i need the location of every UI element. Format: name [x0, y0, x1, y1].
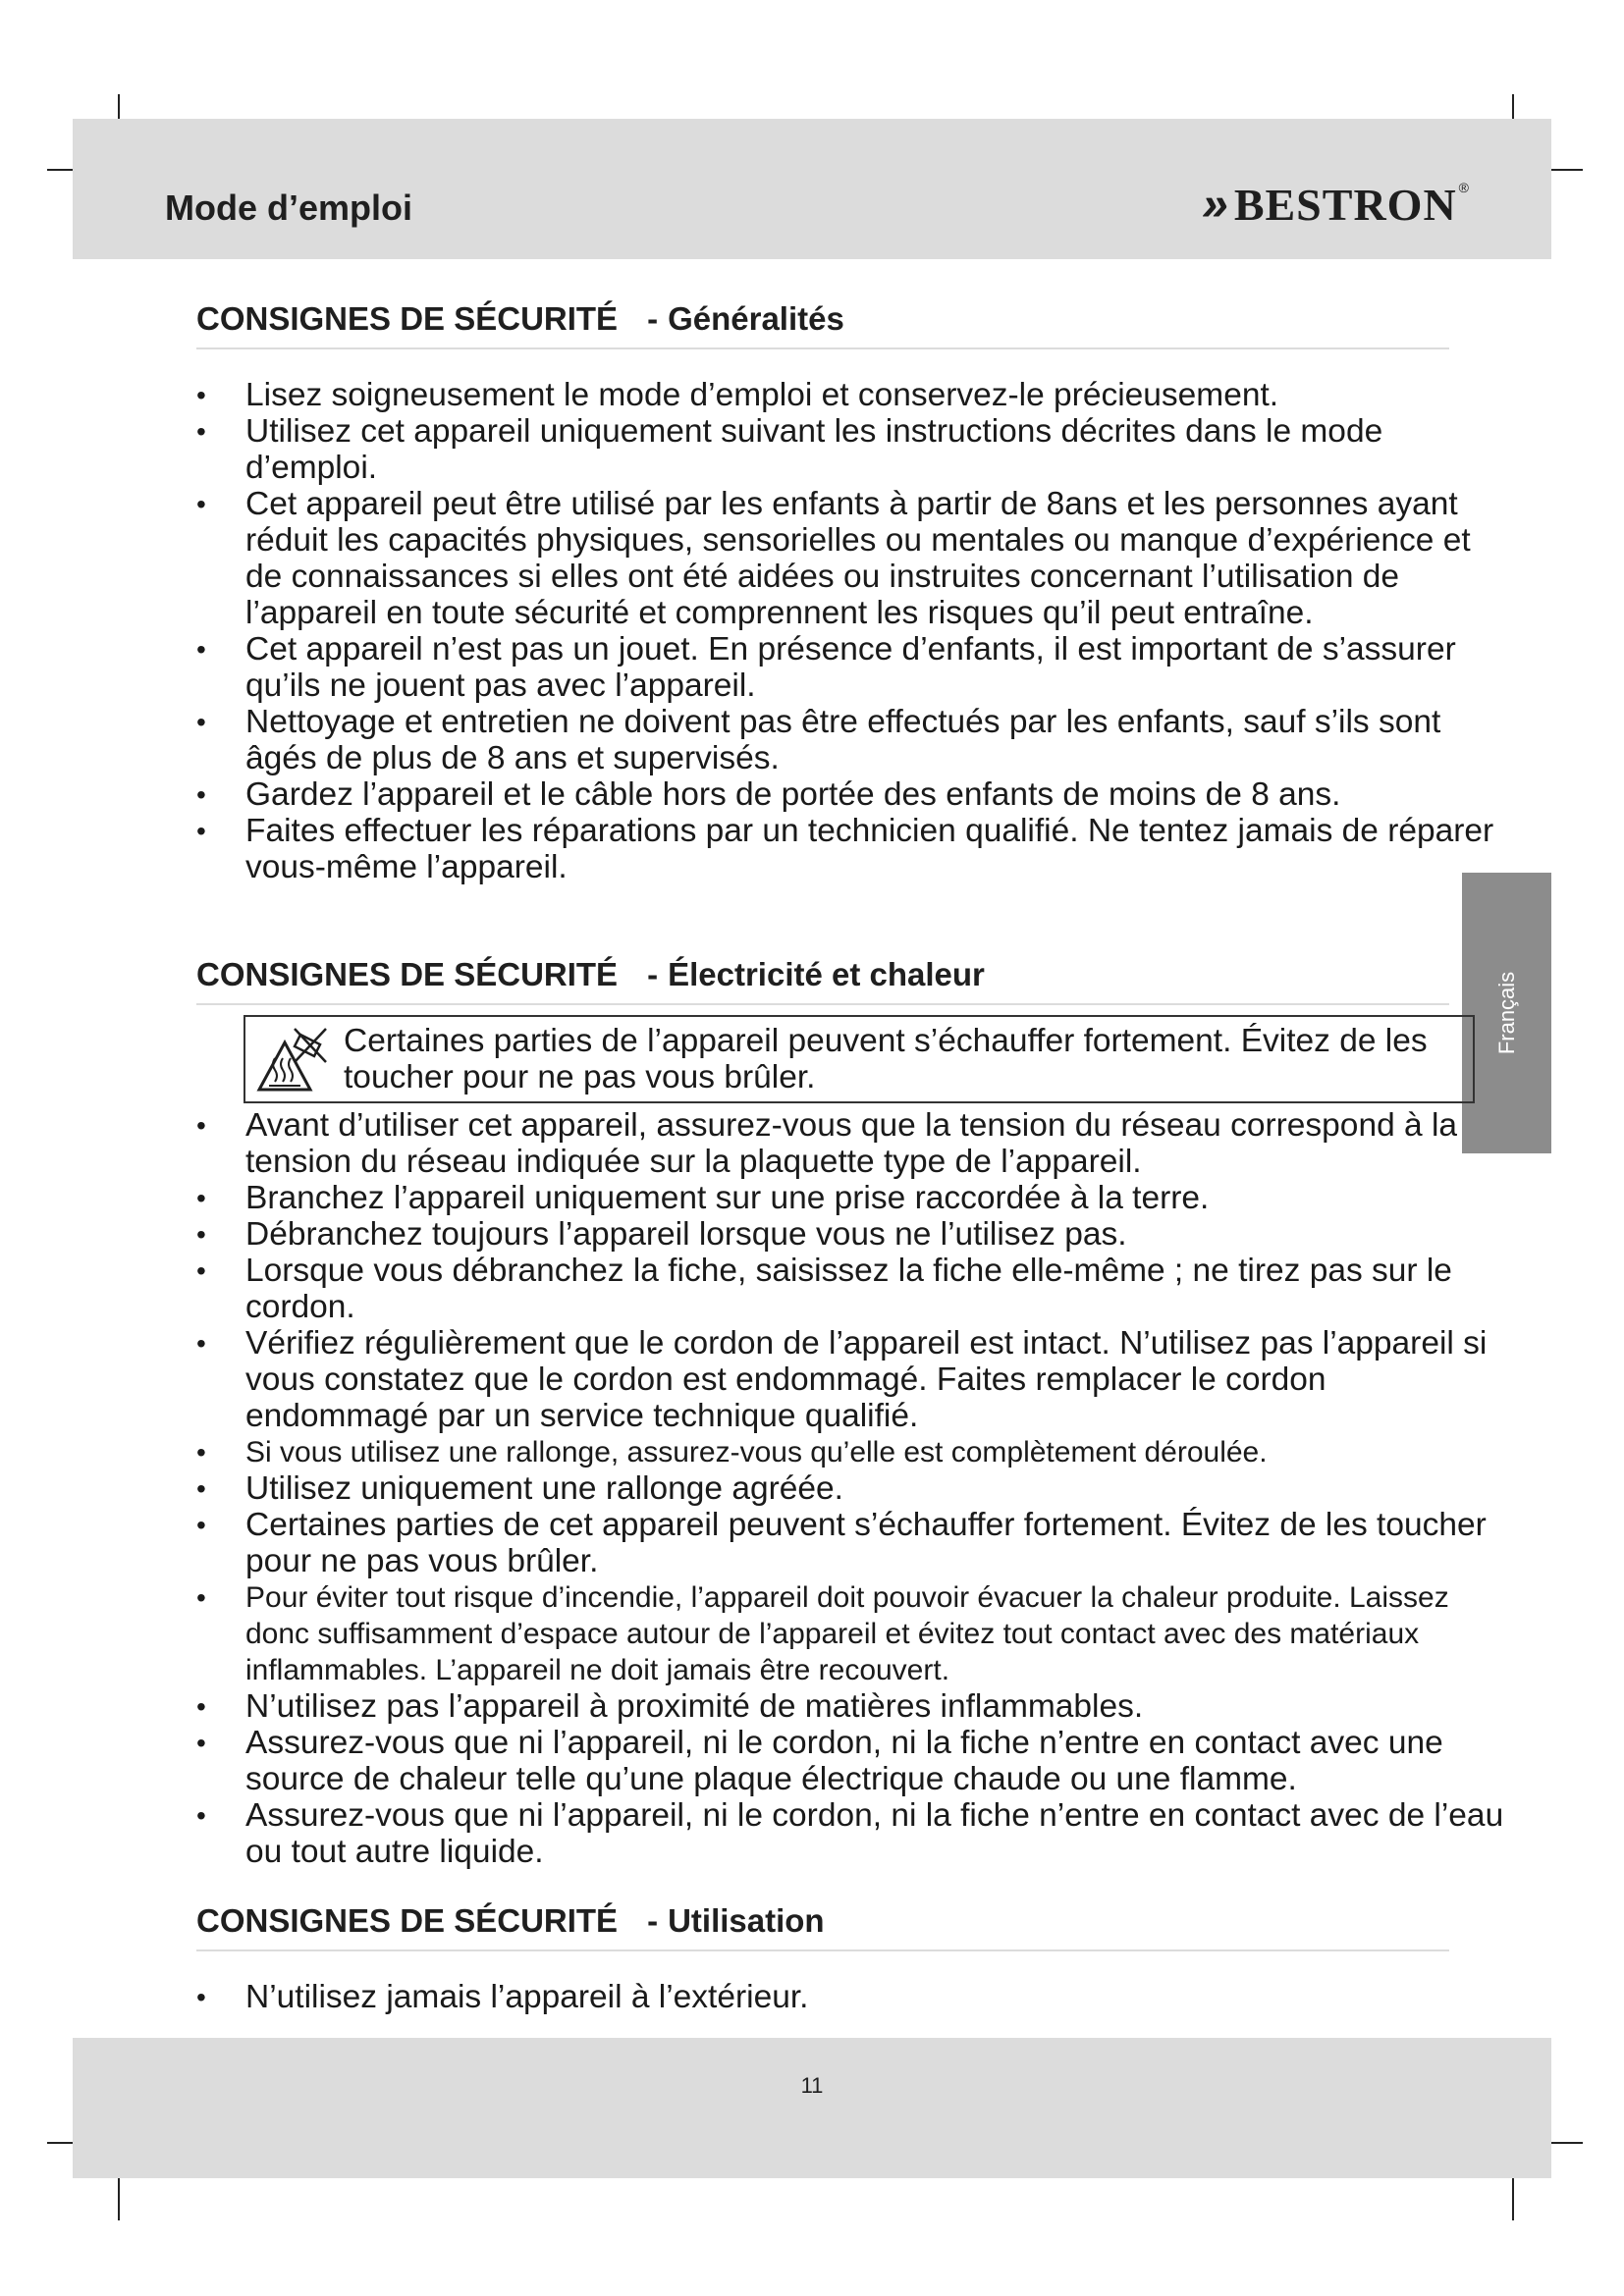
section-heading-subtitle: Utilisation [668, 1902, 825, 1939]
header-band [73, 119, 1551, 259]
list-item: • Gardez l’appareil et le câble hors de portée des enfants de moins de 8 ans. [196, 776, 1512, 813]
section-heading-subtitle: Généralités [668, 300, 844, 337]
list-item: • N’utilisez jamais l’appareil à l’extérieur. [196, 1979, 1512, 2015]
section-heading-subtitle: Électricité et chaleur [668, 956, 985, 992]
list-item: • Pour éviter tout risque d’incendie, l’appareil doit pouvoir évacuer la chaleur produite. Laissez donc suffisamment d’espace autour de l’appareil et évitez tout contact avec des matériaux inflammables. L’appareil ne doit jamais être recouvert. [196, 1579, 1512, 1688]
list-item: • Lorsque vous débranchez la fiche, saisissez la fiche elle-même ; ne tirez pas sur le cordon. [196, 1253, 1512, 1325]
list-item: • Utilisez cet appareil uniquement suivant les instructions décrites dans le mode d’emploi. [196, 413, 1512, 486]
language-tab-label: Français [1493, 971, 1519, 1055]
list-item: • Certaines parties de cet appareil peuvent s’échauffer fortement. Évitez de les toucher pour ne pas vous brûler. [196, 1507, 1512, 1579]
list-item: • Lisez soigneusement le mode d’emploi et conservez-le précieusement. [196, 377, 1512, 413]
hot-surface-warning-box [244, 1015, 1475, 1103]
footer-band [73, 2038, 1551, 2178]
section-heading-title: CONSIGNES DE SÉCURITÉ [196, 300, 619, 337]
section-heading: CONSIGNES DE SÉCURITÉ - Électricité et chaleur [196, 956, 1449, 1005]
section-heading-title: CONSIGNES DE SÉCURITÉ [196, 956, 619, 992]
section-heading: CONSIGNES DE SÉCURITÉ - Utilisation [196, 1902, 1449, 1951]
registered-mark: ® [1458, 180, 1469, 195]
bullet-list [196, 377, 1492, 885]
section-utilisation [196, 1902, 1492, 2015]
page-title: Mode d’emploi [165, 187, 412, 228]
section-heading-title: CONSIGNES DE SÉCURITÉ [196, 1902, 619, 1939]
bullet-list [196, 1979, 1492, 2015]
list-item: • Faites effectuer les réparations par un technicien qualifié. Ne tentez jamais de réparer vous-même l’appareil. [196, 813, 1512, 885]
list-item: • Assurez-vous que ni l’appareil, ni le cordon, ni la fiche n’entre en contact avec une source de chaleur telle qu’une plaque électrique chaude ou une flamme. [196, 1725, 1512, 1797]
brand-name: BESTRON [1233, 180, 1457, 230]
list-item: • N’utilisez pas l’appareil à proximité de matières inflammables. [196, 1688, 1512, 1725]
warning-text: Certaines parties de l’appareil peuvent s’échauffer fortement. Évitez de les toucher pour ne pas vous brûler. [344, 1023, 1428, 1095]
section-heading: CONSIGNES DE SÉCURITÉ - Généralités [196, 300, 1449, 349]
brand-logo [1202, 180, 1469, 231]
brand-chevrons-icon: » [1202, 179, 1228, 231]
list-item: • Utilisez uniquement une rallonge agréée. [196, 1470, 1512, 1507]
hot-surface-warning-icon [255, 1021, 340, 1095]
list-item: • Cet appareil n’est pas un jouet. En présence d’enfants, il est important de s’assurer qu’ils ne jouent pas avec l’appareil. [196, 631, 1512, 704]
list-item: • Cet appareil peut être utilisé par les enfants à partir de 8ans et les personnes ayant réduit les capacités physiques, sensorielles ou mentales ou manque d’expérience et de connaissances si elles ont été aidées ou instruites concernant l’utilisation de l’appareil en toute sécurité et comprennent les risques qu’il peut entraîne. [196, 486, 1512, 631]
list-item: • Assurez-vous que ni l’appareil, ni le cordon, ni la fiche n’entre en contact avec de l’eau ou tout autre liquide. [196, 1797, 1512, 1870]
list-item: • Nettoyage et entretien ne doivent pas être effectués par les enfants, sauf s’ils sont âgés de plus de 8 ans et supervisés. [196, 704, 1512, 776]
list-item: • Avant d’utiliser cet appareil, assurez-vous que la tension du réseau correspond à la tension du réseau indiquée sur la plaquette type de l’appareil. [196, 1107, 1512, 1180]
page-number: 11 [800, 2073, 824, 2098]
bullet-list [196, 1107, 1504, 1870]
list-item: • Branchez l’appareil uniquement sur une prise raccordée à la terre. [196, 1180, 1512, 1216]
section-electricite-chaleur [196, 956, 1504, 1870]
section-generalites [196, 300, 1492, 885]
list-item: • Si vous utilisez une rallonge, assurez-vous qu’elle est complètement déroulée. [196, 1434, 1512, 1470]
list-item: • Débranchez toujours l’appareil lorsque vous ne l’utilisez pas. [196, 1216, 1512, 1253]
list-item: • Vérifiez régulièrement que le cordon de l’appareil est intact. N’utilisez pas l’appareil si vous constatez que le cordon est endommagé. Faites remplacer le cordon endommagé par un service technique qualifié. [196, 1325, 1512, 1434]
